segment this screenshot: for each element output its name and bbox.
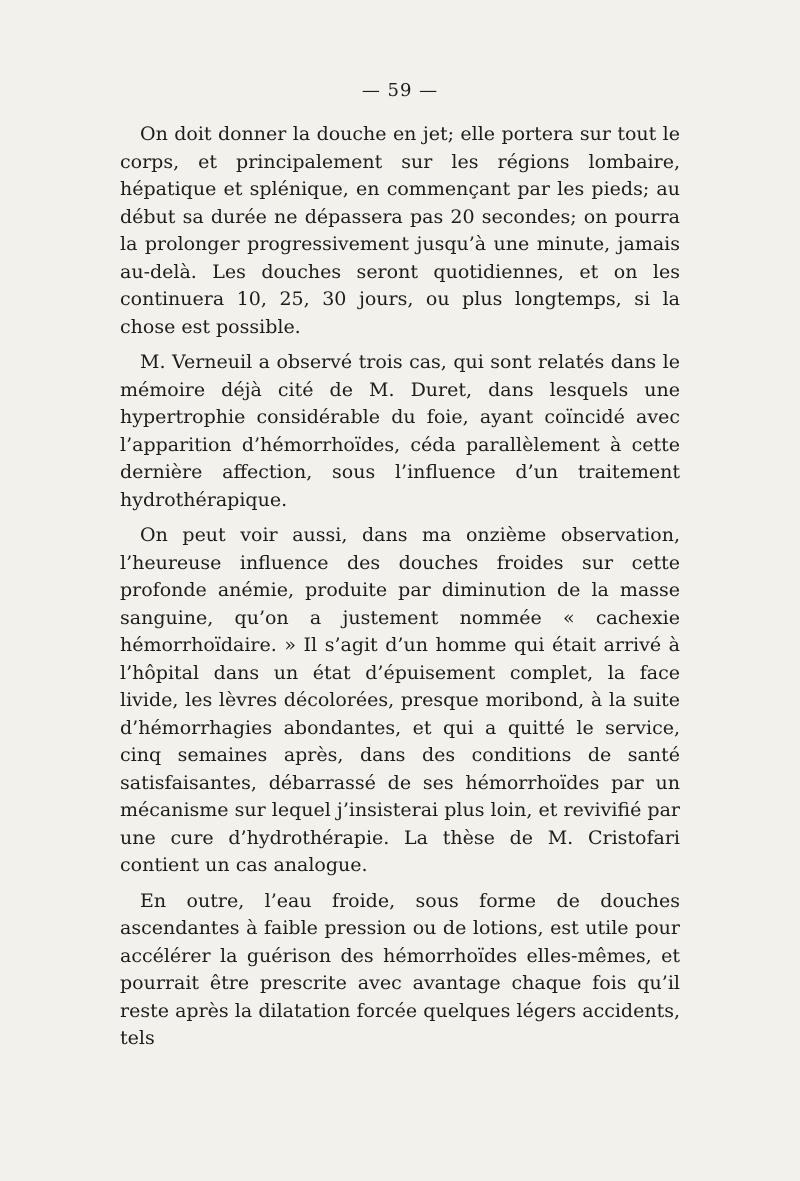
paragraph-verneuil-cases: M. Verneuil a observé trois cas, qui sont relatés dans le mémoire déjà cité de M. Duret, dans lesquels une hypertrophie considérable du foie, ayant coïncidé avec l’apparition d’hémorrhoïdes, céda parallèlement à cette dernière affection, sous l’influence d’un traitement hydrothérapique. [120,351,680,511]
paragraph-eleventh-observation: On peut voir aussi, dans ma onzième observation, l’heureuse influence des douches froides sur cette profonde anémie, produite par diminution de la masse sanguine, qu’on a justement nommée « cachexie hémorrhoïdaire. » Il s’agit d’un homme qui était arrivé à l’hôpital dans un état d’épuisement complet, la face livide, les lèvres décolorées, presque moribond, à la suite d’hémorrhagies abondantes, et qui a quitté le service, cinq semaines après, dans des conditions de santé satisfaisantes, débarrassé de ses hémorrhoïdes par un mécanisme sur lequel j’insisterai plus loin, et revivifié par une cure d’hydrothérapie. La thèse de M. Cristofari contient un cas analogue. [120,524,680,876]
book-page [120,80,680,1061]
page-number: — 59 — [361,80,439,101]
paragraph-douche-instructions: On doit donner la douche en jet; elle portera sur tout le corps, et principalement sur les régions lombaire, hépatique et splénique, en commençant par les pieds; au début sa durée ne dépassera pas 20 secondes; on pourra la prolonger progressivement jusqu’à une minute, jamais au-delà. Les douches seront quotidiennes, et on les continuera 10, 25, 30 jours, ou plus longtemps, si la chose est possible. [120,123,680,338]
paragraph-cold-water-use: En outre, l’eau froide, sous forme de douches ascendantes à faible pression ou de lotions, est utile pour accélérer la guérison des hémorrhoïdes elles-mêmes, et pourrait être prescrite avec avantage chaque fois qu’il reste après la dilatation forcée quelques légers accidents, tels [120,889,680,1049]
